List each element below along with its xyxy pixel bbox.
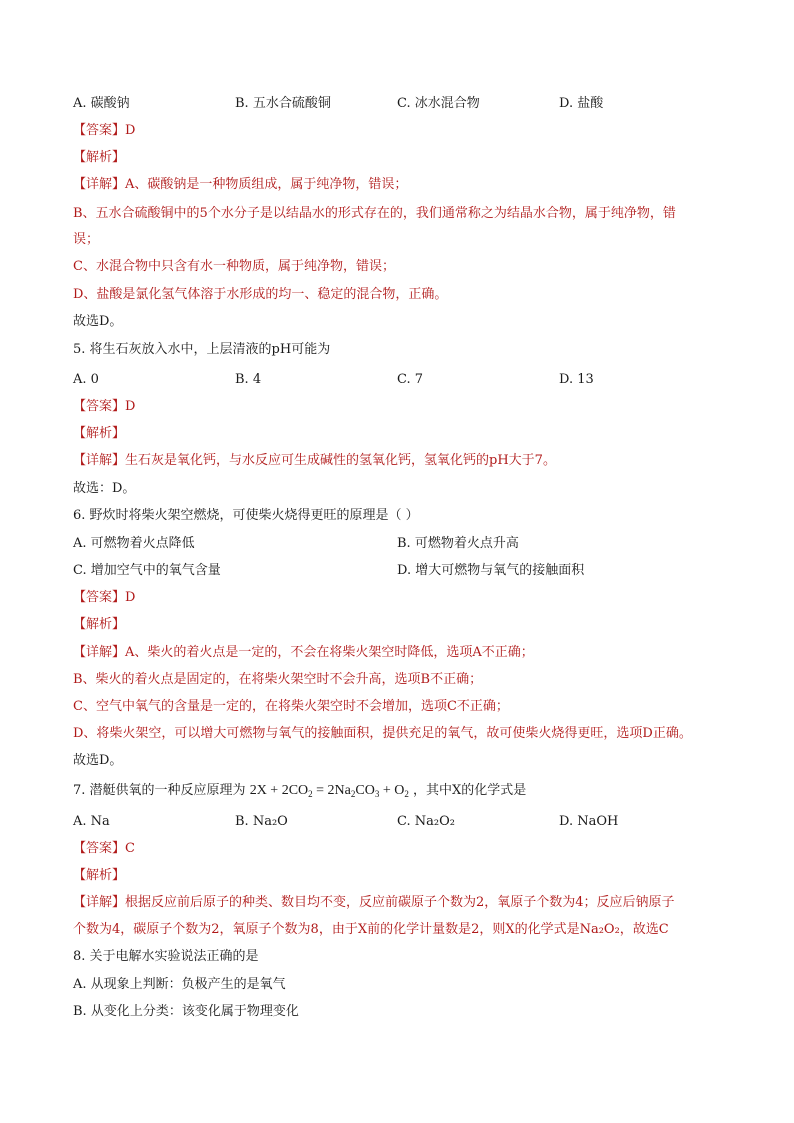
- detail-tag: 【详解】: [73, 895, 126, 910]
- q6-detail-1-text: A、柴火的着火点是一定的，不会在将柴火架空时降低，选项A不正确；: [125, 645, 534, 660]
- q6-option-d: D. 增大可燃物与氧气的接触面积: [397, 563, 585, 578]
- q4-answer: 【答案】D: [73, 123, 136, 138]
- q7-reaction-equation: [250, 783, 409, 798]
- q6-option-b: B. 可燃物着火点升高: [397, 536, 519, 551]
- detail-tag: 【详解】: [73, 453, 126, 468]
- eq-sub-2: 2: [350, 789, 356, 799]
- q5-analysis: 【解析】: [73, 426, 126, 441]
- q7-analysis: 【解析】: [73, 868, 126, 883]
- q7-detail-2: 个数为4，碳原子个数为2，氧原子个数为8，由于X前的化学计量数是2，则X的化学式是Na₂O₂，故选C: [73, 922, 669, 937]
- q6-detail-2: B、柴火的着火点是固定的，在将柴火架空时不会升高，选项B不正确；: [73, 672, 483, 687]
- q6-options-row-2: [73, 563, 733, 581]
- q7-detail-1: [73, 895, 675, 911]
- q7-option-a: A. Na: [73, 814, 110, 829]
- q7-question-post: ，其中X的化学式是: [413, 783, 527, 798]
- q8-option-b: B. 从变化上分类：该变化属于物理变化: [73, 1004, 299, 1019]
- eq-left: 2X + 2CO: [249, 783, 309, 798]
- q7-option-b: B. Na₂O: [235, 814, 288, 829]
- q5-option-d: D. 13: [559, 372, 594, 387]
- q5-detail-1-text: 生石灰是氧化钙，与水反应可生成碱性的氢氧化钙，氢氧化钙的pH大于7。: [125, 453, 556, 468]
- q7-answer: 【答案】C: [73, 841, 135, 856]
- detail-tag: 【详解】: [73, 645, 126, 660]
- eq-sub-4: 2: [404, 789, 409, 799]
- q4-detail-3: C、水混合物中只含有水一种物质，属于纯净物，错误；: [73, 259, 395, 274]
- q4-option-b: B. 五水合硫酸铜: [235, 96, 331, 111]
- q7-option-d: D. NaOH: [559, 814, 619, 829]
- q7-question-pre: 7. 潜艇供氧的一种反应原理为: [73, 783, 246, 798]
- q5-option-b: B. 4: [235, 372, 262, 387]
- eq-co: CO: [355, 783, 375, 798]
- q4-option-c: C. 冰水混合物: [397, 96, 480, 111]
- eq-sub-1: 2: [308, 789, 313, 799]
- q5-question: 5. 将生石灰放入水中，上层清液的pH可能为: [73, 342, 331, 357]
- q6-detail-1: [73, 645, 534, 661]
- q4-option-a: A. 碳酸钠: [73, 96, 130, 111]
- q5-option-a: A. 0: [73, 372, 99, 387]
- q4-detail-4: D、盐酸是氯化氢气体溶于水形成的均一、稳定的混合物，正确。: [73, 287, 448, 302]
- q4-detail-2b: 误；: [73, 232, 100, 247]
- q5-conclusion: 故选：D。: [73, 481, 136, 496]
- q6-detail-3: C、空气中氧气的含量是一定的，在将柴火架空时不会增加，选项C不正确；: [73, 699, 509, 714]
- q4-analysis: 【解析】: [73, 150, 126, 165]
- q6-option-c: C. 增加空气中的氧气含量: [73, 563, 221, 578]
- q6-question: 6. 野炊时将柴火架空燃烧，可使柴火烧得更旺的原理是（ ）: [73, 508, 419, 523]
- q5-detail-1: [73, 453, 556, 469]
- eq-sub-3: 3: [374, 789, 380, 799]
- q6-detail-4: D、将柴火架空，可以增大可燃物与氧气的接触面积，提供充足的氧气，故可使柴火烧得更旺，选项D正确。: [73, 726, 692, 741]
- q4-detail-2a: B、五水合硫酸铜中的5个水分子是以结晶水的形式存在的，我们通常称之为结晶水合物，属于纯净物，错: [73, 206, 676, 221]
- q7-options: [73, 814, 733, 832]
- q5-option-c: C. 7: [397, 372, 424, 387]
- q7-question: [73, 783, 526, 802]
- q7-option-c: C. Na₂O₂: [397, 814, 455, 829]
- q4-option-d: D. 盐酸: [559, 96, 604, 111]
- q4-detail-1: [73, 177, 407, 193]
- eq-mid: = 2Na: [312, 783, 351, 798]
- q4-detail-1-text: A、碳酸钠是一种物质组成，属于纯净物，错误；: [125, 177, 408, 192]
- detail-tag: 【详解】: [73, 177, 126, 192]
- q8-question: 8. 关于电解水实验说法正确的是: [73, 949, 259, 964]
- q5-options: [73, 372, 733, 390]
- q8-option-a: A. 从现象上判断：负极产生的是氧气: [73, 977, 286, 992]
- eq-plus: + O: [379, 783, 405, 798]
- q6-analysis: 【解析】: [73, 617, 126, 632]
- q6-conclusion: 故选D。: [73, 753, 123, 768]
- q6-answer: 【答案】D: [73, 590, 136, 605]
- q6-option-a: A. 可燃物着火点降低: [73, 536, 195, 551]
- q7-detail-1-text: 根据反应前后原子的种类、数目均不变，反应前碳原子个数为2，氧原子个数为4；反应后钠原子: [125, 895, 675, 910]
- q6-options-row-1: [73, 536, 733, 554]
- q4-conclusion: 故选D。: [73, 314, 123, 329]
- q5-answer: 【答案】D: [73, 399, 136, 414]
- q4-options: [73, 96, 733, 114]
